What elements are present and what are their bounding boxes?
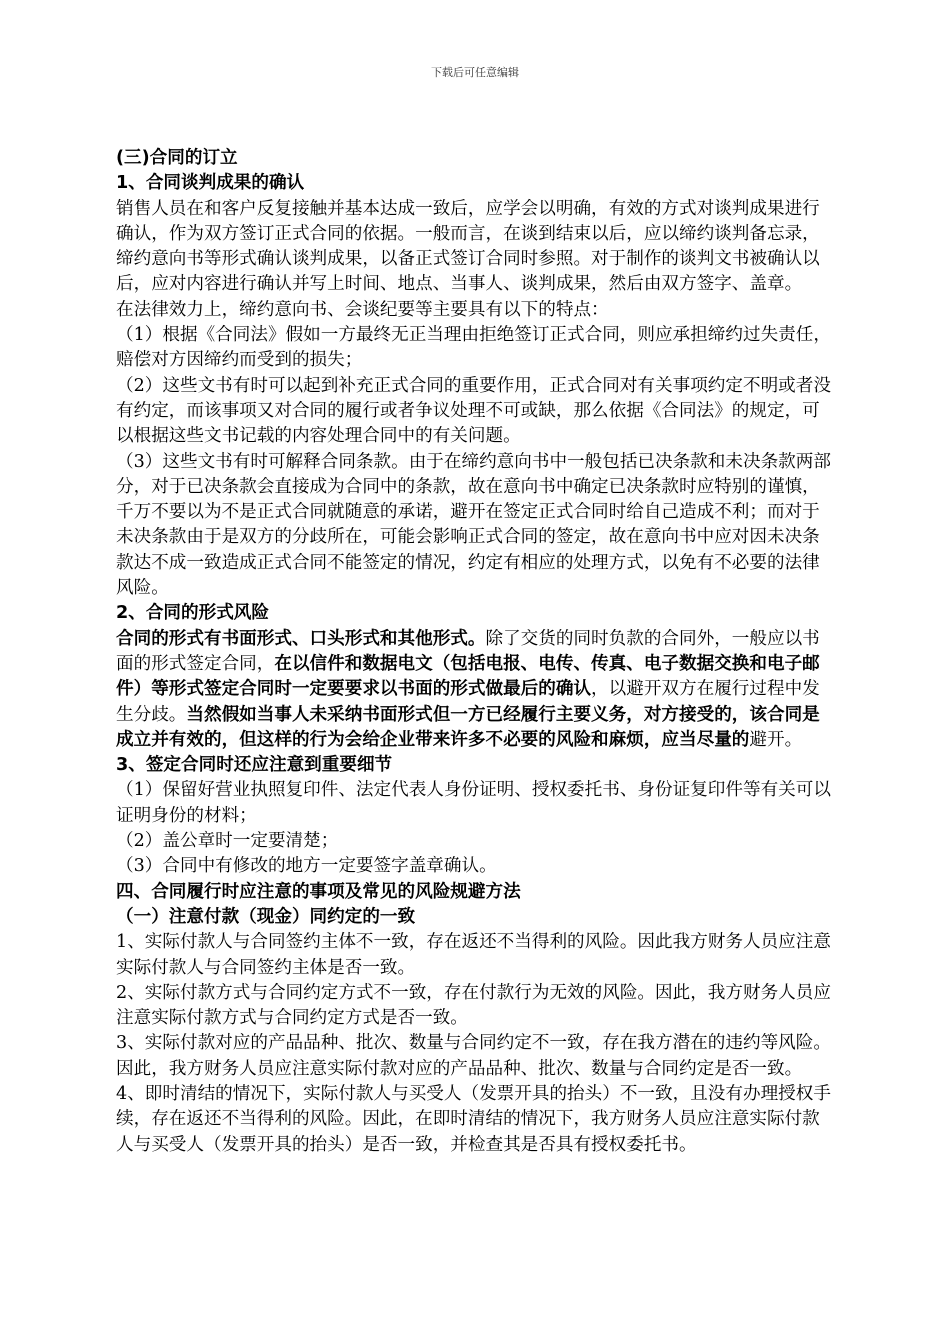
subsection-3-2-heading: 2、合同的形式风险 xyxy=(116,603,269,624)
list-item: （1）保留好营业执照复印件、法定代表人身份证明、授权委托书、身份证复印件等有关可以证明身份的材料； xyxy=(116,780,831,826)
section-4-heading: 四、合同履行时应注意的事项及常见的风险规避方法 xyxy=(116,881,521,902)
bold-text: 当然假如当事人未采纳书面形式但一方已经履行主要义务，对方接受的，该合同是成立并有效的，但这样的行为会给企业带来许多不必要的风险和麻烦，应当尽量的 xyxy=(116,704,820,750)
paragraph: 销售人员在和客户反复接触并基本达成一致后，应学会以明确，有效的方式对谈判成果进行确认，作为双方签订正式合同的依据。一般而言，在谈到结束以后，应以缔约谈判备忘录，缔约意向书等形式确认谈判成果，以备正式签订合同时参照。对于制作的谈判文书被确认以后，应对内容进行确认并写上时间、地点、当事人、谈判成果，然后由双方签字、盖章。 xyxy=(116,198,820,295)
list-item: （3）合同中有修改的地方一定要签字盖章确认。 xyxy=(116,856,497,877)
subsection-3-1-heading: 1、合同谈判成果的确认 xyxy=(116,173,305,194)
list-item: （2）盖公章时一定要清楚； xyxy=(116,831,339,852)
subsection-4-1-heading: （一）注意付款（现金）同约定的一致 xyxy=(116,906,416,927)
paragraph: 2、实际付款方式与合同约定方式不一致，存在付款行为无效的风险。因此，我方财务人员应注意实际付款方式与合同约定方式是否一致。 xyxy=(116,982,831,1029)
header-note: 下载后可任意编辑 xyxy=(431,66,519,79)
document-body xyxy=(116,146,834,1158)
normal-text: ，以避开双方在履行过程中发生分歧。 xyxy=(116,679,820,725)
section-3-heading: (三)合同的订立 xyxy=(116,148,238,168)
paragraph: 1、实际付款人与合同签约主体不一致，存在返还不当得利的风险。因此我方财务人员应注意实际付款人与合同签约主体是否一致。 xyxy=(116,932,831,978)
paragraph: 在法律效力上，缔约意向书、会谈纪要等主要具有以下的特点： xyxy=(116,299,609,320)
bold-text: 在以信件和数据电文（包括电报、电传、传真、电子数据交换和电子邮件）等形式签定合同时一定要要求以书面的形式做最后的确认 xyxy=(116,653,820,700)
normal-text: 避开。 xyxy=(749,729,803,750)
paragraph: 4、即时清结的情况下，实际付款人与买受人（发票开具的抬头）不一致，且没有办理授权手续，存在返还不当得利的风险。因此，在即时清结的情况下，我方财务人员应注意实际付款人与买受人（发票开具的抬头）是否一致，并检查其是否具有授权委托书。 xyxy=(116,1083,831,1155)
bold-text: 合同的形式有书面形式、口头形式和其他形式。 xyxy=(116,628,486,649)
paragraph: 3、实际付款对应的产品品种、批次、数量与合同约定不一致，存在我方潜在的违约等风险。因此，我方财务人员应注意实际付款对应的产品品种、批次、数量与合同约定是否一致。 xyxy=(116,1033,831,1079)
subsection-3-3-heading: 3、签定合同时还应注意到重要细节 xyxy=(116,755,393,776)
paragraph-mixed xyxy=(116,627,834,753)
list-item: （1）根据《合同法》假如一方最终无正当理由拒绝签订正式合同，则应承担缔约过失责任，赔偿对方因缔约而受到的损失； xyxy=(116,325,831,371)
normal-text: 除了交货的同时负款的合同外，一般应以书面的形式签定合同， xyxy=(116,628,820,674)
list-item: （2）这些文书有时可以起到补充正式合同的重要作用，正式合同对有关事项约定不明或者没有约定，而该事项又对合同的履行或者争议处理不可或缺，那么依据《合同法》的规定，可以根据这些文书记载的内容处理合同中的有关问题。 xyxy=(116,375,831,447)
list-item: （3）这些文书有时可解释合同条款。由于在缔约意向书中一般包括已决条款和未决条款两部分，对于已决条款会直接成为合同中的条款，故在意向书中确定已决条款时应特别的谨慎，千万不要以为不是正式合同就随意的承诺，避开在签定正式合同时给自己造成不利；而对于未决条款由于是双方的分歧所在，可能会影响正式合同的签定，故在意向书中应对因未决条款达不成一致造成正式合同不能签定的情况，约定有相应的处理方式，以免有不必要的法律风险。 xyxy=(116,451,831,599)
